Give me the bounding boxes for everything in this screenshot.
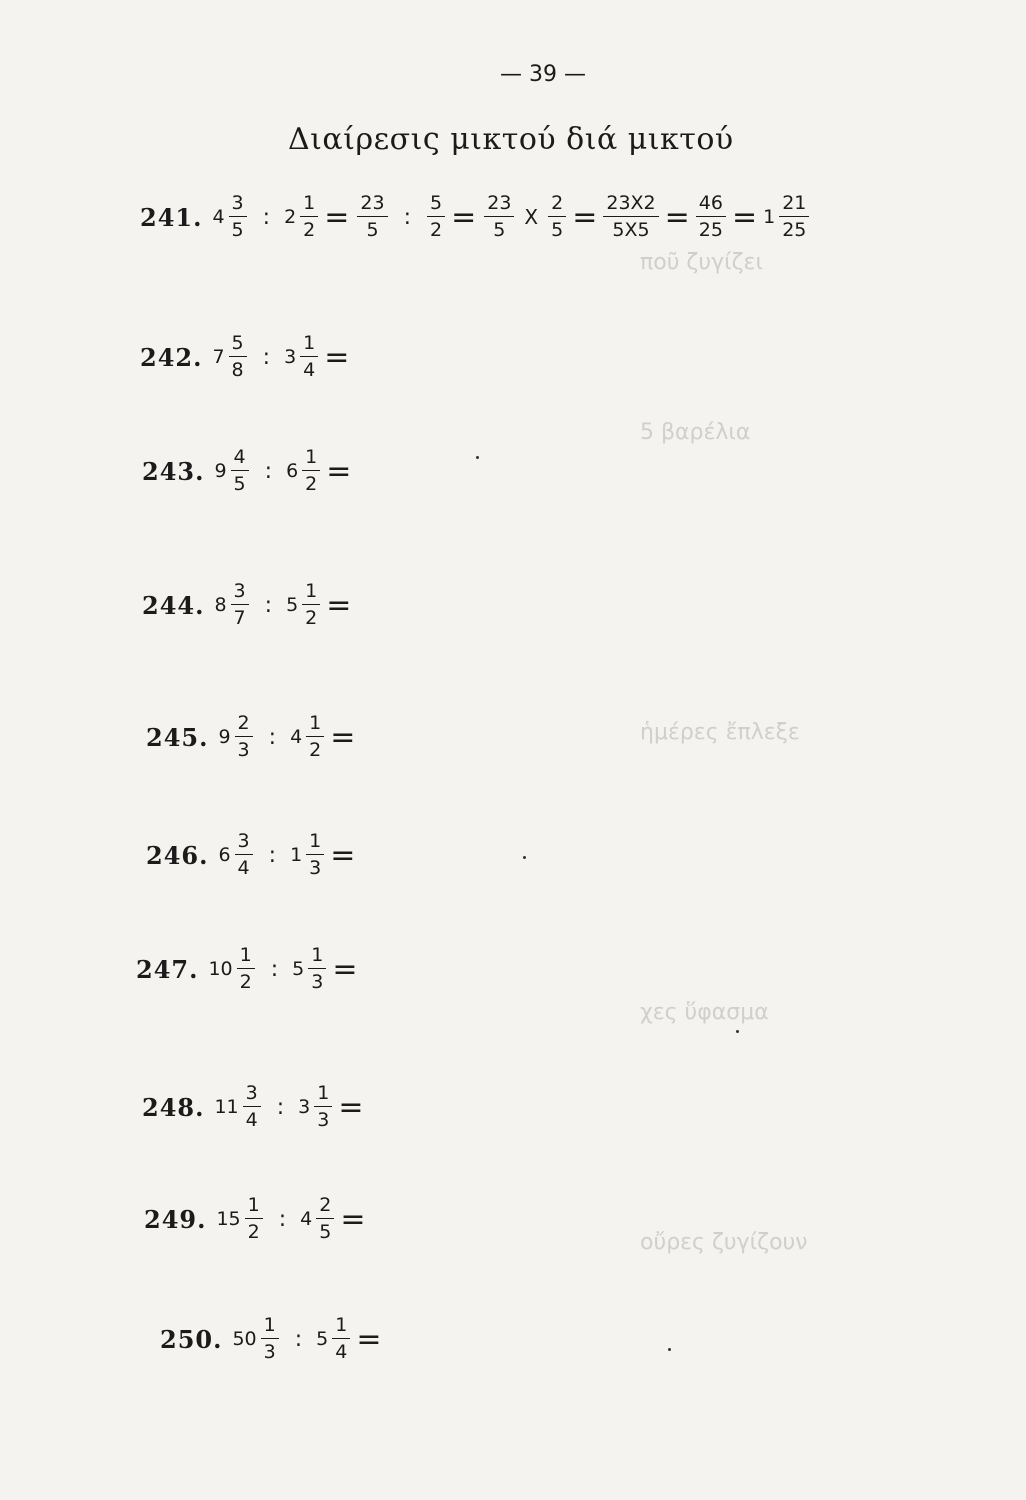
- mixed-number: 4 $\frac{2}{5}$: [300, 1196, 336, 1242]
- fraction: $\frac{1}{4}$: [332, 1316, 350, 1362]
- mixed-number: 1 $\frac{21}{25}$: [763, 194, 811, 240]
- speck: [736, 1030, 739, 1033]
- problem-row: [142, 582, 351, 628]
- mixed-number: 9 $\frac{2}{3}$: [218, 714, 254, 760]
- problem-row: [140, 334, 349, 380]
- problem-number: 246.: [146, 840, 209, 870]
- equals-sign: =: [664, 199, 690, 235]
- equals-sign: =: [338, 1089, 364, 1125]
- bleed-through-text: 5 βαρέλια: [640, 420, 751, 445]
- problem-row: [146, 832, 355, 878]
- mixed-number: 2 $\frac{1}{2}$: [284, 194, 320, 240]
- bleed-through-text: χες ὕφασμα: [640, 1000, 769, 1025]
- mixed-number: 6 $\frac{3}{4}$: [218, 832, 254, 878]
- fraction: $\frac{3}{7}$: [231, 582, 249, 628]
- equals-sign: =: [324, 199, 350, 235]
- divide-sign: :: [270, 956, 279, 982]
- mixed-number: 50 $\frac{1}{3}$: [232, 1316, 280, 1362]
- fraction: $\frac{1}{3}$: [261, 1316, 279, 1362]
- problem-number: 243.: [142, 456, 205, 486]
- equals-sign: =: [340, 1201, 366, 1237]
- problem-number: 244.: [142, 590, 205, 620]
- bleed-through-text: οὔρες ζυγίζουν: [640, 1230, 808, 1255]
- mixed-number: 4 $\frac{1}{2}$: [290, 714, 326, 760]
- problem-number: 242.: [140, 342, 203, 372]
- problem-row: [160, 1316, 381, 1362]
- fraction: $\frac{5}{8}$: [229, 334, 247, 380]
- fraction: $\frac{3}{4}$: [243, 1084, 261, 1130]
- equals-sign: =: [324, 339, 350, 375]
- equals-sign: =: [731, 199, 758, 235]
- mixed-number: 5 $\frac{1}{3}$: [292, 946, 328, 992]
- fraction: $\frac{4}{5}$: [231, 448, 249, 494]
- bleed-through-text: ποῦ ζυγίζει: [640, 250, 763, 275]
- divide-sign: :: [264, 458, 273, 484]
- equals-sign: =: [572, 199, 598, 235]
- problem-number: 247.: [136, 954, 199, 984]
- fraction: $\frac{2}{5}$: [548, 194, 566, 240]
- divide-sign: :: [278, 1206, 287, 1232]
- problem-row: [142, 1084, 363, 1130]
- speck: [523, 856, 526, 859]
- mixed-number: 10 $\frac{1}{2}$: [208, 946, 256, 992]
- fraction: $\frac{1}{2}$: [300, 194, 318, 240]
- fraction: $\frac{2}{5}$: [316, 1196, 334, 1242]
- problem-number: 249.: [144, 1204, 207, 1234]
- mixed-number: 7 $\frac{5}{8}$: [212, 334, 248, 380]
- fraction: $\frac{1}{2}$: [302, 582, 320, 628]
- fraction: $\frac{1}{2}$: [306, 714, 324, 760]
- problem-row: [146, 714, 355, 760]
- mixed-number: 1 $\frac{1}{3}$: [290, 832, 326, 878]
- times-sign: X: [524, 205, 539, 229]
- speck: [668, 1348, 671, 1351]
- problem-row: [142, 448, 351, 494]
- mixed-number: 3 $\frac{1}{4}$: [284, 334, 320, 380]
- mixed-number: 6 $\frac{1}{2}$: [286, 448, 322, 494]
- problem-number: 241.: [140, 202, 203, 232]
- page-number: — 39 —: [500, 62, 586, 87]
- fraction: $\frac{1}{2}$: [237, 946, 255, 992]
- fraction: $\frac{5}{2}$: [427, 194, 445, 240]
- equals-sign: =: [330, 837, 356, 873]
- fraction: $\frac{23}{5}$: [484, 194, 514, 240]
- equals-sign: =: [332, 951, 358, 987]
- fraction: $\frac{3}{5}$: [229, 194, 247, 240]
- equals-sign: =: [330, 719, 356, 755]
- problem-number: 245.: [146, 722, 209, 752]
- mixed-number: 5 $\frac{1}{4}$: [316, 1316, 352, 1362]
- divide-sign: :: [262, 344, 271, 370]
- equals-sign: =: [326, 453, 352, 489]
- problem-row: [136, 946, 357, 992]
- problem-number: 248.: [142, 1092, 205, 1122]
- fraction: $\frac{21}{25}$: [779, 194, 809, 240]
- divide-sign: :: [403, 204, 411, 230]
- divide-sign: :: [262, 204, 271, 230]
- section-title: Διαίρεσις μικτού διά μικτού: [288, 122, 734, 157]
- fraction: $\frac{23}{5}$: [357, 194, 387, 240]
- bleed-through-text: ἡμέρες ἔπλεξε: [640, 720, 800, 745]
- divide-sign: :: [264, 592, 273, 618]
- fraction: $\frac{46}{25}$: [696, 194, 726, 240]
- mixed-number: 15 $\frac{1}{2}$: [216, 1196, 264, 1242]
- fraction: $\frac{1}{2}$: [302, 448, 320, 494]
- fraction: $\frac{1}{3}$: [314, 1084, 332, 1130]
- fraction: $\frac{1}{3}$: [308, 946, 326, 992]
- mixed-number: 8 $\frac{3}{7}$: [214, 582, 250, 628]
- problem-241: [140, 194, 811, 240]
- equals-sign: =: [326, 587, 352, 623]
- equals-sign: =: [356, 1321, 382, 1357]
- mixed-number: 3 $\frac{1}{3}$: [298, 1084, 334, 1130]
- equals-sign: =: [451, 199, 477, 235]
- fraction: $\frac{3}{4}$: [235, 832, 253, 878]
- mixed-number: 11 $\frac{3}{4}$: [214, 1084, 262, 1130]
- divide-sign: :: [268, 724, 277, 750]
- fraction: $\frac{1}{4}$: [300, 334, 318, 380]
- mixed-number: 4 $\frac{3}{5}$: [212, 194, 248, 240]
- fraction: $\frac{2}{3}$: [235, 714, 253, 760]
- mixed-number: 9 $\frac{4}{5}$: [214, 448, 250, 494]
- mixed-number: 5 $\frac{1}{2}$: [286, 582, 322, 628]
- fraction: $\frac{23X2}{5X5}$: [603, 194, 658, 240]
- divide-sign: :: [294, 1326, 303, 1352]
- speck: [476, 456, 479, 459]
- divide-sign: :: [268, 842, 277, 868]
- fraction: $\frac{1}{3}$: [306, 832, 324, 878]
- problem-row: [144, 1196, 365, 1242]
- fraction: $\frac{1}{2}$: [245, 1196, 263, 1242]
- divide-sign: :: [276, 1094, 285, 1120]
- problem-number: 250.: [160, 1324, 223, 1354]
